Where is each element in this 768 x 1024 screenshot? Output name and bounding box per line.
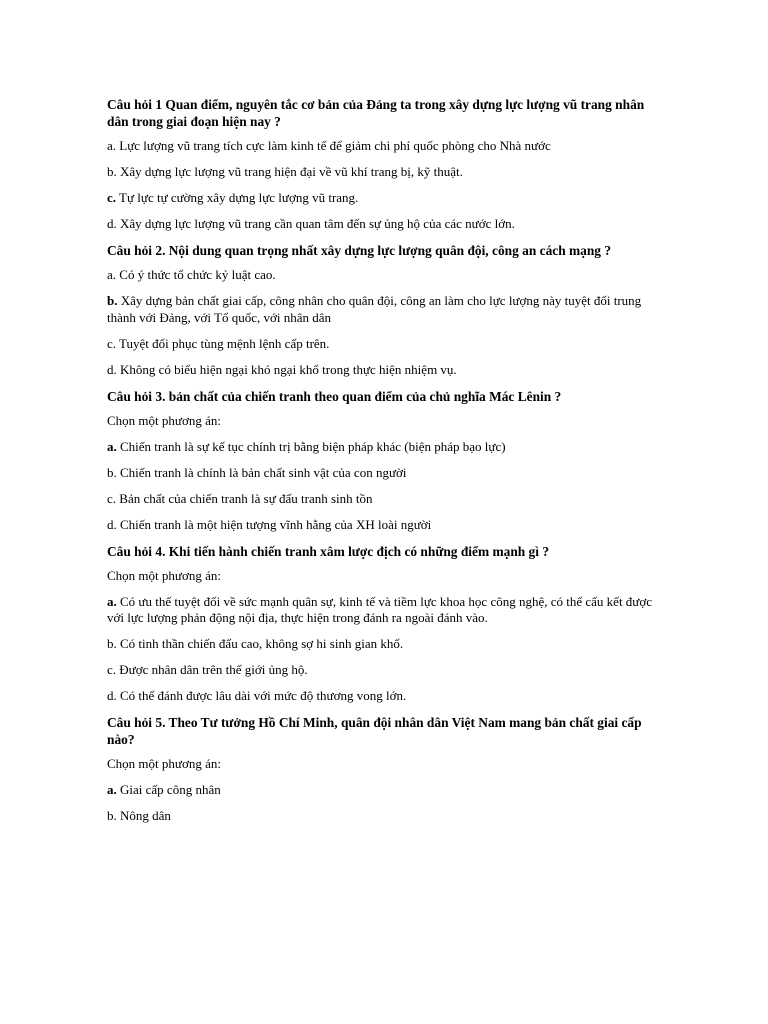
option-text: Xây dựng bản chất giai cấp, công nhân cho quân đội, công an làm cho lực lượng này tuyệt đối trung thành với Đảng, với Tổ quốc, với nhân dân [107, 293, 642, 325]
option-text: Không có biểu hiện ngại khó ngại khổ trong thực hiện nhiệm vụ. [120, 361, 457, 377]
question-4-title: Câu hỏi 4. Khi tiến hành chiến tranh xâm lược địch có những điểm mạnh gì ? [107, 543, 550, 559]
option-text: Có ý thức tổ chức kỷ luật cao. [119, 267, 276, 282]
option-text: Chiến tranh là sự kế tục chính trị bằng biện pháp khác (biện pháp bạo lực) [120, 438, 506, 454]
question-1-option-d [107, 216, 667, 233]
option-text: Xây dựng lực lượng vũ trang cần quan tâm đến sự ủng hộ của các nước lớn. [120, 216, 515, 231]
question-1-option-c [107, 190, 667, 207]
question-5-prompt: Chọn một phương án: [107, 756, 221, 771]
option-text: Chiến tranh là chính là bản chất sinh vật của con người [120, 464, 407, 480]
option-text: Có tinh thần chiến đấu cao, không sợ hi sinh gian khổ. [120, 636, 404, 651]
option-label: b. [107, 464, 117, 480]
option-text: Tuyệt đối phục tùng mệnh lệnh cấp trên. [119, 335, 330, 351]
option-label: b. [107, 164, 117, 179]
question-4-option-b [107, 636, 667, 653]
option-text: Tự lực tự cường xây dựng lực lượng vũ trang. [119, 190, 359, 205]
question-4-prompt: Chọn một phương án: [107, 567, 221, 583]
question-4-option-c [107, 662, 667, 679]
option-label: d. [107, 361, 117, 377]
question-2-title: Câu hỏi 2. Nội dung quan trọng nhất xây dựng lực lượng quân đội, công an cách mạng ? [107, 243, 612, 258]
question-1-option-a [107, 138, 667, 155]
question-2-option-c [107, 336, 667, 353]
question-5-option-b [107, 808, 667, 825]
option-label: d. [107, 216, 117, 231]
option-label: c. [107, 662, 117, 677]
option-label: a. [107, 438, 117, 454]
option-label: b. [107, 636, 117, 651]
option-label: d. [107, 688, 117, 703]
option-label: c. [107, 190, 117, 205]
question-5-title: Câu hỏi 5. Theo Tư tưởng Hồ Chí Minh, quân đội nhân dân Việt Nam mang bản chất giai cấp nào? [107, 715, 642, 747]
question-4-option-a [107, 594, 667, 627]
question-4-option-d [107, 688, 667, 705]
question-1-title: Câu hỏi 1 Quan điểm, nguyên tắc cơ bản của Đảng ta trong xây dựng lực lượng vũ trang nhân dân trong giai đoạn hiện nay ? [107, 97, 645, 129]
question-5-option-a [107, 782, 667, 799]
option-label: a. [107, 138, 117, 153]
option-text: Xây dựng lực lượng vũ trang hiện đại về vũ khí trang bị, kỹ thuật. [120, 164, 463, 179]
option-text: Lực lượng vũ trang tích cực làm kinh tế để giảm chi phí quốc phòng cho Nhà nước [119, 138, 551, 153]
option-text: Chiến tranh là một hiện tượng vĩnh hằng của XH loài người [120, 516, 432, 532]
option-text: Có thể đánh được lâu dài với mức độ thương vong lớn. [120, 688, 407, 703]
question-3-option-a [107, 439, 667, 456]
question-3-option-b [107, 465, 667, 482]
option-label: b. [107, 293, 118, 308]
question-3-prompt: Chọn một phương án: [107, 412, 221, 428]
option-text: Có ưu thế tuyệt đối về sức mạnh quân sự, kinh tế và tiềm lực khoa học công nghệ, có thể cấu kết được với lực lượng phản động nội địa, thực hiện trong đánh ra ngoài đánh vào. [107, 593, 652, 625]
option-label: a. [107, 782, 117, 797]
option-label: a. [107, 593, 117, 609]
question-1-option-b [107, 164, 667, 181]
question-3-title: Câu hỏi 3. bản chất của chiến tranh theo quan điểm của chủ nghĩa Mác Lênin ? [107, 388, 562, 404]
option-label: a. [107, 267, 117, 282]
question-3-option-d [107, 517, 667, 534]
question-2-option-a [107, 267, 667, 284]
option-text: Nông dân [120, 808, 171, 823]
document-content [107, 96, 667, 834]
option-label: d. [107, 516, 117, 532]
question-3-option-c [107, 491, 667, 508]
question-2-option-d [107, 362, 667, 379]
question-2-option-b [107, 293, 667, 326]
option-label: c. [107, 335, 117, 351]
option-text: Được nhân dân trên thế giới ủng hộ. [119, 662, 308, 677]
option-text: Bản chất của chiến tranh là sự đấu tranh sinh tồn [119, 490, 373, 506]
option-label: c. [107, 490, 117, 506]
option-label: b. [107, 808, 117, 823]
option-text: Giai cấp công nhân [120, 782, 221, 797]
